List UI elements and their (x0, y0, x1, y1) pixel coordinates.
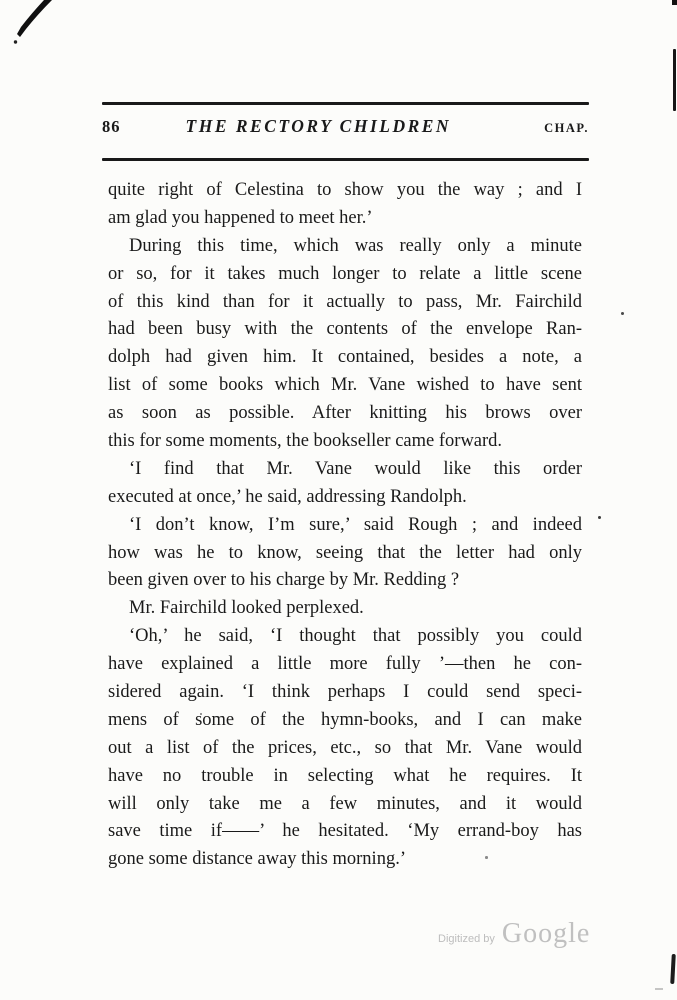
text-line: been given over to his charge by Mr. Redding ? (108, 570, 460, 591)
text-line: dolph had given him. It contained, besides a note, a (108, 347, 582, 368)
watermark (438, 918, 590, 950)
scan-speck (621, 312, 624, 315)
scan-speck (598, 516, 601, 519)
text-line: or so, for it takes much longer to relate a little scene (108, 263, 582, 284)
text-line: gone some distance away this morning.’ (108, 849, 406, 870)
google-logo: Google (501, 918, 591, 949)
text-line: save time if——’ he hesitated. ‘My errand-boy has (108, 821, 582, 842)
text-line: as soon as possible. After knitting his brows over (108, 403, 582, 424)
text-line: this for some moments, the bookseller came forward. (108, 431, 503, 452)
page-number: 86 (102, 117, 121, 136)
text-line: sidered again. ‘I think perhaps I could send speci- (108, 682, 582, 703)
ink-stroke-artifact (0, 0, 56, 50)
header-rule-bottom (102, 158, 589, 161)
header-rule-top (102, 102, 589, 105)
running-header (102, 116, 589, 137)
text-line: executed at once,’ he said, addressing Randolph. (108, 486, 467, 507)
scan-dash-artifact (655, 988, 663, 990)
text-line: mens of some of the hymn-books, and I can make (108, 709, 582, 730)
page-edge-mark-bottom-icon (670, 954, 675, 984)
chapter-abbr: CHAP. (544, 121, 589, 135)
text-line: quite right of Celestina to show you the way ; and I (108, 180, 582, 200)
digitized-by-label: Digitized by (438, 933, 495, 945)
text-line: will only take me a few minutes, and it would (108, 793, 582, 814)
page-edge-line-artifact (673, 49, 676, 111)
text-line: During this time, which was really only a minute (129, 235, 582, 256)
text-line: have no trouble in selecting what he requires. It (108, 765, 582, 786)
page-edge-mark-top-icon (672, 0, 677, 5)
text-line: of this kind than for it actually to pass, Mr. Fairchild (108, 291, 582, 312)
text-line: list of some books which Mr. Vane wished to have sent (108, 375, 582, 396)
text-line: ‘I find that Mr. Vane would like this order (129, 458, 582, 479)
text-line: ‘Oh,’ he said, ‘I thought that possibly you could (129, 626, 582, 647)
body-text (108, 177, 582, 874)
text-line: am glad you happened to meet her.’ (108, 207, 373, 228)
text-line: have explained a little more fully ’—then he con- (108, 654, 582, 675)
text-line: Mr. Fairchild looked perplexed. (129, 598, 364, 619)
text-line: out a list of the prices, etc., so that Mr. Vane would (108, 737, 582, 758)
text-line: ‘I don’t know, I’m sure,’ said Rough ; and indeed (129, 514, 582, 535)
text-line: how was he to know, seeing that the letter had only (108, 542, 582, 563)
text-line: had been busy with the contents of the envelope Ran- (108, 319, 582, 340)
running-title: THE RECTORY CHILDREN (185, 116, 452, 136)
